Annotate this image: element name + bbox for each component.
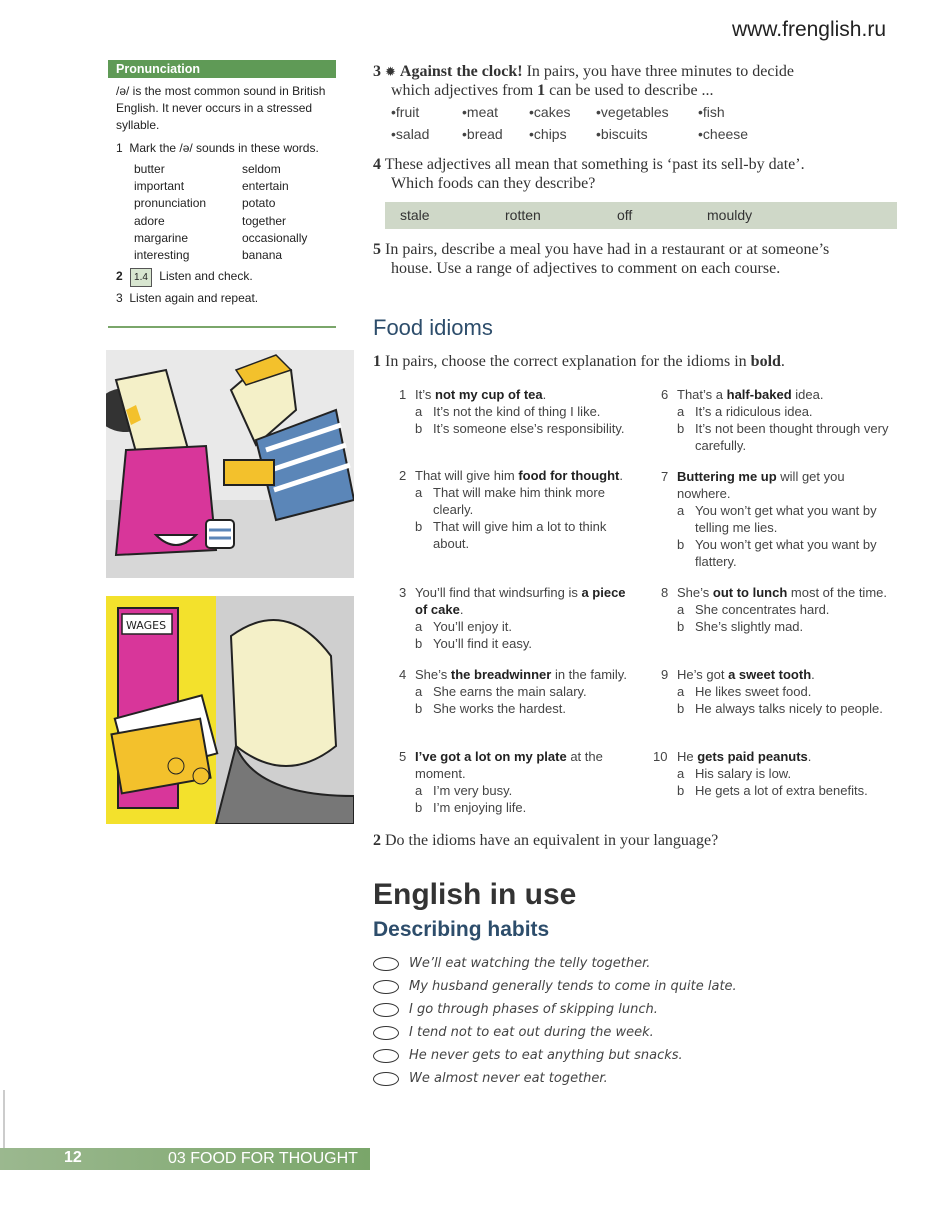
illustration-wages	[106, 596, 354, 824]
adjective: rotten	[505, 207, 541, 223]
food-item: • fruit	[391, 104, 420, 120]
food-item: • chips	[529, 126, 567, 142]
speech-bubble-icon	[373, 957, 399, 971]
word: margarine	[134, 230, 189, 245]
adjective: stale	[400, 207, 430, 223]
food-item: • cakes	[529, 104, 571, 120]
food-item: • cheese	[698, 126, 749, 142]
food-item: • bread	[462, 126, 503, 142]
pronunciation-item-2: 2 1.4 Listen and check.	[116, 268, 328, 287]
pronunciation-box	[108, 60, 336, 328]
cartoon-wages-icon	[106, 596, 354, 824]
word: important	[134, 179, 185, 194]
cartoon-couple-icon	[106, 350, 354, 578]
exercise-4: 4 These adjectives all mean that something is ‘past its sell-by date’. Which foods can they describe?	[373, 156, 805, 192]
food-idioms-heading: Food idioms	[373, 315, 493, 340]
pronunciation-intro: /ə/ is the most common sound in British English. It never occurs in a stressed syllable.	[116, 84, 326, 132]
english-in-use-heading: English in use	[373, 878, 577, 911]
word: together	[242, 213, 287, 228]
speech-bubble-icon	[373, 980, 399, 994]
word: occasionally	[242, 230, 308, 245]
site-url[interactable]: www.frenglish.ru	[731, 18, 886, 41]
word: potato	[242, 196, 276, 211]
pronunciation-item-1: 1 Mark the /ə/ sounds in these words.	[116, 141, 319, 155]
exercise-number: 3	[373, 63, 381, 80]
food-item: • biscuits	[596, 126, 648, 142]
exercise-5: 5 In pairs, describe a meal you have had in a restaurant or at someone’s house. Use a range of adjectives to comment on each course.	[373, 241, 830, 277]
chapter-title: 03 FOOD FOR THOUGHT	[168, 1150, 358, 1167]
word-list	[134, 161, 328, 264]
word: banana	[242, 248, 283, 263]
illustration-couple-cake	[106, 350, 354, 578]
adjective: mouldy	[707, 207, 753, 223]
speech-bubble-icon	[373, 1049, 399, 1063]
word: interesting	[134, 248, 190, 263]
idiom-item: 7 Buttering me up will get you nowhere. a You won’t get what you want by telling me lies. b You won’t get what you want by flattery.	[661, 469, 877, 569]
adjective-bar	[385, 202, 897, 229]
idioms-question-2: 2 Do the idioms have an equivalent in your language?	[373, 832, 719, 849]
word: seldom	[242, 162, 281, 176]
clock-icon: ✹	[385, 64, 396, 79]
idiom-item: 5 I’ve got a lot on my plate at the moment. a I’m very busy. b I’m enjoying life.	[399, 749, 603, 815]
idiom-item: 10 He gets paid peanuts. a His salary is low. b He gets a lot of extra benefits.	[653, 749, 868, 798]
idiom-item: 6 That’s a half-baked idea. a It’s a ridiculous idea. b It’s not been thought through very carefully.	[661, 387, 889, 453]
idiom-item: 4 She’s the breadwinner in the family. a She earns the main salary. b She works the hardest.	[399, 667, 627, 716]
pronunciation-item-3: 3 Listen again and repeat.	[116, 291, 259, 306]
word: adore	[134, 213, 165, 228]
wages-sign: WAGES	[126, 619, 167, 632]
word: entertain	[242, 179, 289, 194]
exercise-3: 3 ✹ Against the clock! In pairs, you have three minutes to decide which adjectives from 1 can be used to describe ...	[373, 63, 795, 99]
food-item: • meat	[462, 104, 499, 120]
speech-bubble-icon	[373, 1026, 399, 1040]
idiom-item: 1 It’s not my cup of tea. a It’s not the kind of thing I like. b It’s someone else’s responsibility.	[399, 387, 625, 436]
food-item: • vegetables	[596, 104, 669, 120]
idiom-item: 9 He’s got a sweet tooth. a He likes sweet food. b He always talks nicely to people.	[661, 667, 883, 716]
speech-quote: We almost never eat together.	[373, 1067, 893, 1090]
adjective: off	[617, 207, 633, 223]
word: pronunciation	[134, 196, 207, 211]
speech-quote: I go through phases of skipping lunch.	[373, 998, 893, 1021]
exercise-title: Against the clock!	[399, 63, 523, 80]
describing-habits-heading: Describing habits	[373, 918, 550, 941]
speech-quote: We’ll eat watching the telly together.	[373, 952, 893, 975]
quotes-list	[373, 952, 893, 1090]
idiom-item: 3 You’ll find that windsurfing is a piece of cake. a You’ll enjoy it. b You’ll find it easy.	[399, 585, 626, 651]
food-item: • fish	[698, 104, 725, 120]
food-item: • salad	[391, 126, 430, 142]
page-number: 12	[64, 1149, 82, 1166]
audio-track-icon[interactable]: 1.4	[130, 268, 152, 287]
idiom-item: 8 She’s out to lunch most of the time. a She concentrates hard. b She’s slightly mad.	[661, 585, 887, 634]
page-edge-line	[3, 1090, 5, 1150]
speech-quote: He never gets to eat anything but snacks.	[373, 1044, 893, 1067]
speech-quote: I tend not to eat out during the week.	[373, 1021, 893, 1044]
speech-bubble-icon	[373, 1072, 399, 1086]
food-list	[391, 104, 891, 150]
speech-bubble-icon	[373, 1003, 399, 1017]
word: butter	[134, 162, 165, 176]
idiom-item: 2 That will give him food for thought. a That will make him think more clearly. b That will give him a lot to think about.	[399, 468, 624, 551]
idioms-question-1: 1 In pairs, choose the correct explanation for the idioms in bold.	[373, 353, 785, 370]
speech-quote: My husband generally tends to come in quite late.	[373, 975, 893, 998]
pronunciation-header: Pronunciation	[108, 60, 336, 78]
page-footer	[0, 1148, 370, 1170]
